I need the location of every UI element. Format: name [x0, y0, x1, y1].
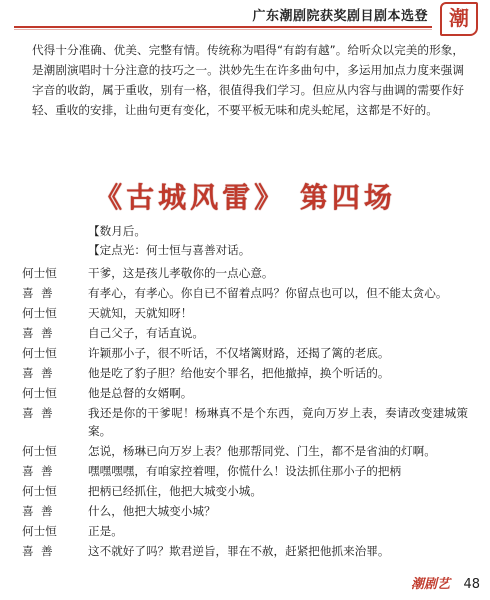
seal-icon: 潮 [440, 2, 478, 36]
dialogue-row [22, 482, 468, 500]
dialogue-row [22, 542, 468, 560]
dialogue-row [22, 284, 468, 302]
dialogue-row [22, 404, 468, 440]
dialogue-line: 许颖那小子，很不听话，不仅堵篱财路，还揭了篱的老底。 [88, 346, 390, 360]
dialogue-row [22, 264, 468, 282]
speaker-name: 喜 善 [22, 544, 53, 558]
stage-direction: 【定点光：何士恒与喜善对话。 [88, 243, 251, 257]
dialogue-row [22, 364, 468, 382]
speaker-name: 喜 善 [22, 326, 53, 340]
dialogue-line: 把柄已经抓住，他把大城变小城。 [88, 484, 262, 498]
dialogue-row [22, 502, 468, 520]
speaker-name: 何士恒 [22, 306, 57, 320]
speaker-name: 喜 善 [22, 366, 53, 380]
dialogue-line: 他是吃了豹子胆？给他安个罪名，把他撤掉，换个听话的。 [88, 366, 390, 380]
dialogue-line: 有孝心，有孝心。你自已不留着点吗？你留点也可以，但不能太贪心。 [88, 286, 448, 300]
dialogue-line: 他是总督的女婿啊。 [88, 386, 193, 400]
footer-logo: 潮剧艺 [410, 577, 450, 592]
dialogue-line: 什么，他把大城变小城？ [88, 504, 216, 518]
intro-paragraph [32, 40, 464, 120]
page-number: 48 [463, 577, 480, 592]
intro-text: 代得十分准确、优美、完整有情。传统称为唱得“有韵有越”。给听众以完美的形象，是潮剧演唱时十分注意的技巧之一。洪妙先生在许多曲句中，多运用加点力度来强调字音的收韵，属于重收，别有一格，很值得我们学习。但应从内容与曲调的需要作好轻、重收的安排，让曲句更有变化，不要平板无味和虎头蛇尾，这都是不好的。 [32, 43, 464, 117]
header-rule-thin [14, 29, 432, 30]
dialogue-line: 正是。 [88, 524, 123, 538]
dialogue-row [22, 324, 468, 342]
dialogue-line: 怎说，杨琳已向万岁上表？他那帮同党、门生，都不是省油的灯啊。 [88, 444, 436, 458]
speaker-name: 喜 善 [22, 286, 53, 300]
header-title: 广东潮剧院获奖剧目剧本选登 [252, 9, 428, 24]
dialogue-row [22, 462, 468, 480]
dialogue-line: 我还是你的干爹呢！杨琳真不是个东西，竟向万岁上表，奏请改变建城策案。 [88, 406, 468, 438]
speaker-name: 何士恒 [22, 266, 57, 280]
dialogue-row [22, 344, 468, 362]
dialogue-line: 天就知，天就知呀！ [88, 306, 193, 320]
speaker-name: 喜 善 [22, 464, 53, 478]
header-rule [14, 26, 432, 28]
dialogue-line: 嘿嘿嘿嘿，有咱家控着哩，你慌什么！设法抓住那小子的把柄 [88, 464, 402, 478]
speaker-name: 何士恒 [22, 346, 57, 360]
dialogue-line: 这不就好了吗？欺君逆旨，罪在不赦，赶紧把他抓来治罪。 [88, 544, 390, 558]
speaker-name: 何士恒 [22, 524, 57, 538]
speaker-name: 喜 善 [22, 406, 53, 420]
speaker-name: 何士恒 [22, 386, 57, 400]
dialogue-line: 干爹，这是孩儿孝敬你的一点心意。 [88, 266, 274, 280]
dialogue-row [22, 304, 468, 322]
speaker-name: 何士恒 [22, 484, 57, 498]
dialogue-row [22, 384, 468, 402]
dialogue-row [22, 442, 468, 460]
dialogue-list [22, 264, 468, 562]
speaker-name: 喜 善 [22, 504, 53, 518]
speaker-name: 何士恒 [22, 444, 57, 458]
scene-title: 《古城风雷》 第四场 [94, 181, 396, 214]
stage-direction: 【数月后。 [88, 224, 146, 238]
dialogue-row [22, 522, 468, 540]
page-header [0, 0, 490, 28]
dialogue-line: 自己父子，有话直说。 [88, 326, 204, 340]
